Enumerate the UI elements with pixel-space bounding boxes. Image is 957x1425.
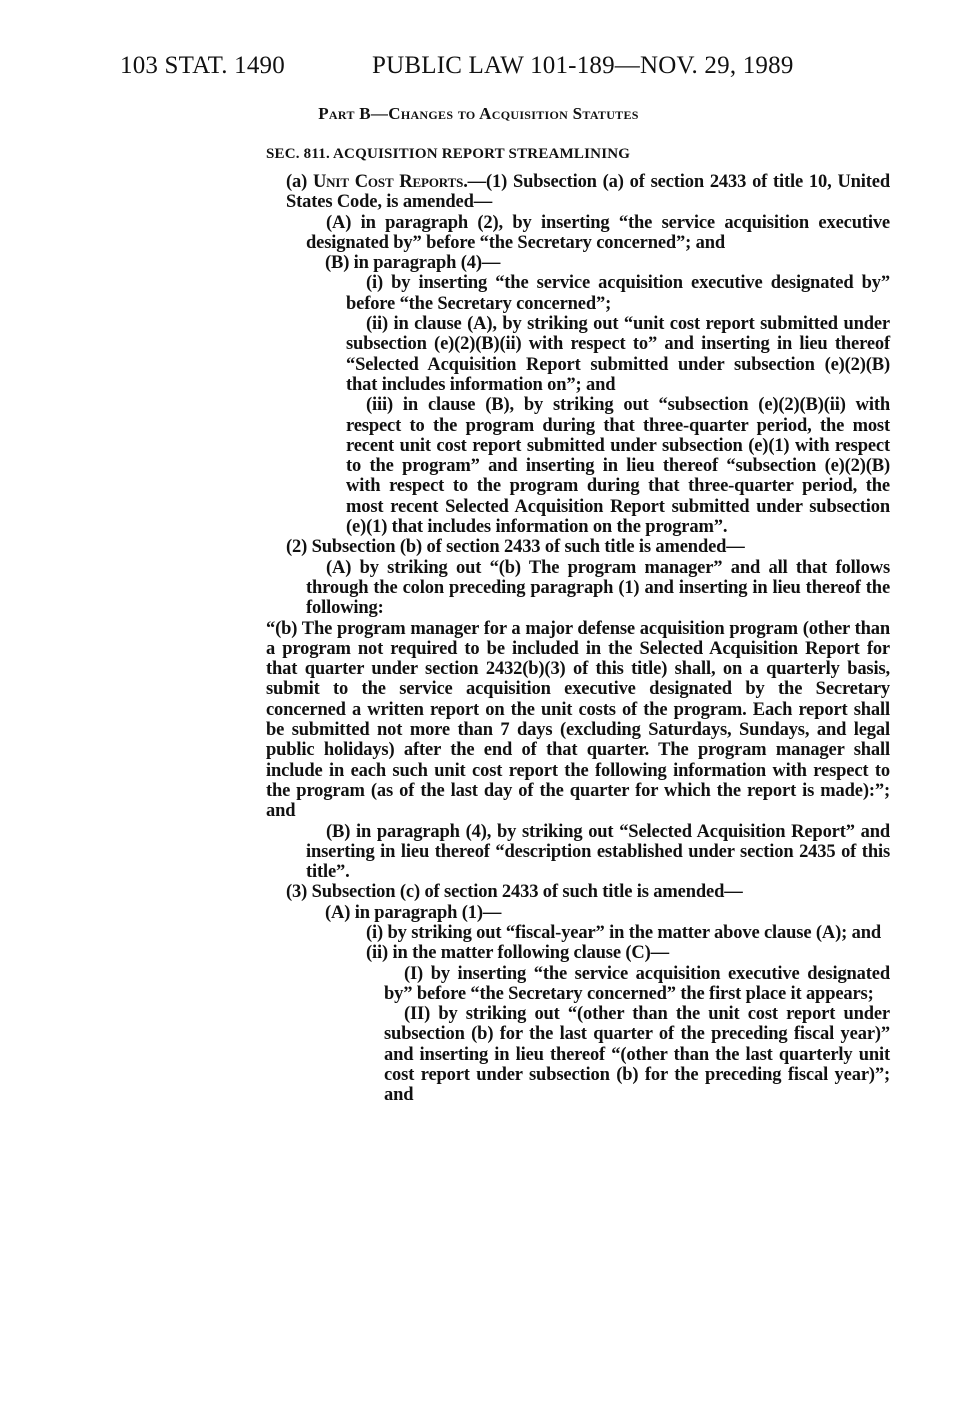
paragraph: (A) by striking out “(b) The program manager” and all that follows through the colon preceding paragraph (1) and inserting in lieu thereof the following: (306, 557, 890, 619)
paragraph: (I) by inserting “the service acquisition executive designated by” before “the Secretary concerned” the first place it appears; (384, 963, 890, 1004)
paragraph: (A) in paragraph (1)— (325, 902, 502, 923)
paragraph: (B) in paragraph (4)— (325, 253, 501, 274)
paragraph: (ii) in clause (A), by striking out “unit cost report submitted under subsection (e)(2)(B)(ii) with respect to” and inserting in lieu thereof “Selected Acquisition Report submitted under subsection (e)(2)(B) that includes information on”; and (346, 314, 890, 395)
paragraph: (ii) in the matter following clause (C)— (366, 943, 669, 964)
subsection-text: .—(1) Subsection (a) of section 2433 of title 10, United States Code, is amended— (286, 172, 890, 213)
subsection-caption: Unit Cost Reports (312, 172, 464, 192)
paragraph: (A) in paragraph (2), by inserting “the service acquisition executive designated by” before “the Secretary concerned”; and (306, 212, 890, 253)
paragraph: (i) by inserting “the service acquisition executive designated by” before “the Secretary concerned”; (346, 273, 890, 314)
law-citation: PUBLIC LAW 101-189—NOV. 29, 1989 (372, 52, 794, 79)
paragraph: (B) in paragraph (4), by striking out “Selected Acquisition Report” and inserting in lieu thereof “description established under section 2435 of this title”. (306, 821, 890, 883)
quoted-text: “(b) The program manager for a major defense acquisition program (other than a program not required to be included in the Selected Acquisition Report for that quarter under section 2432(b)(3) of this title) shall, on a quarterly basis, submit to the service acquisition executive designated by the Secretary concerned a written report on the unit costs of the program. Each report shall be submitted not more than 7 days (excluding Saturdays, Sundays, and legal public holidays) after the end of that quarter. The program manager shall include in each such unit cost report the following information with respect to the program (as of the last day of the quarter for which the report is made):”; and (266, 618, 890, 822)
subsection-a-paragraph (266, 172, 890, 213)
paragraph: (3) Subsection (c) of section 2433 of such title is amended— (286, 882, 743, 903)
paragraph: (II) by striking out “(other than the unit cost report under subsection (b) for the last quarter of the preceding fiscal year)” and inserting in lieu thereof “(other than the last quarterly unit cost report under subsection (b) for the preceding fiscal year)”; and (384, 1004, 890, 1106)
paragraph: (iii) in clause (B), by striking out “subsection (e)(2)(B)(ii) with respect to the program during that three-quarter period, the most recent unit cost report submitted under subsection (e)(1) with respect to the program” and inserting in lieu thereof “subsection (e)(2)(B) with respect to the program during that three-quarter period, the most recent Selected Acquisition Report submitted under subsection (e)(1) that includes information on the program”. (346, 395, 890, 538)
paragraph: (2) Subsection (b) of section 2433 of such title is amended— (286, 537, 745, 558)
subsection-label: (a) (286, 172, 313, 192)
stat-citation: 103 STAT. 1490 (120, 52, 285, 79)
section-body (266, 172, 890, 1106)
paragraph: (i) by striking out “fiscal-year” in the matter above clause (A); and (366, 922, 881, 943)
part-title: Part B—Changes to Acquisition Statutes (318, 104, 639, 123)
section-title: SEC. 811. ACQUISITION REPORT STREAMLINING (266, 146, 631, 162)
